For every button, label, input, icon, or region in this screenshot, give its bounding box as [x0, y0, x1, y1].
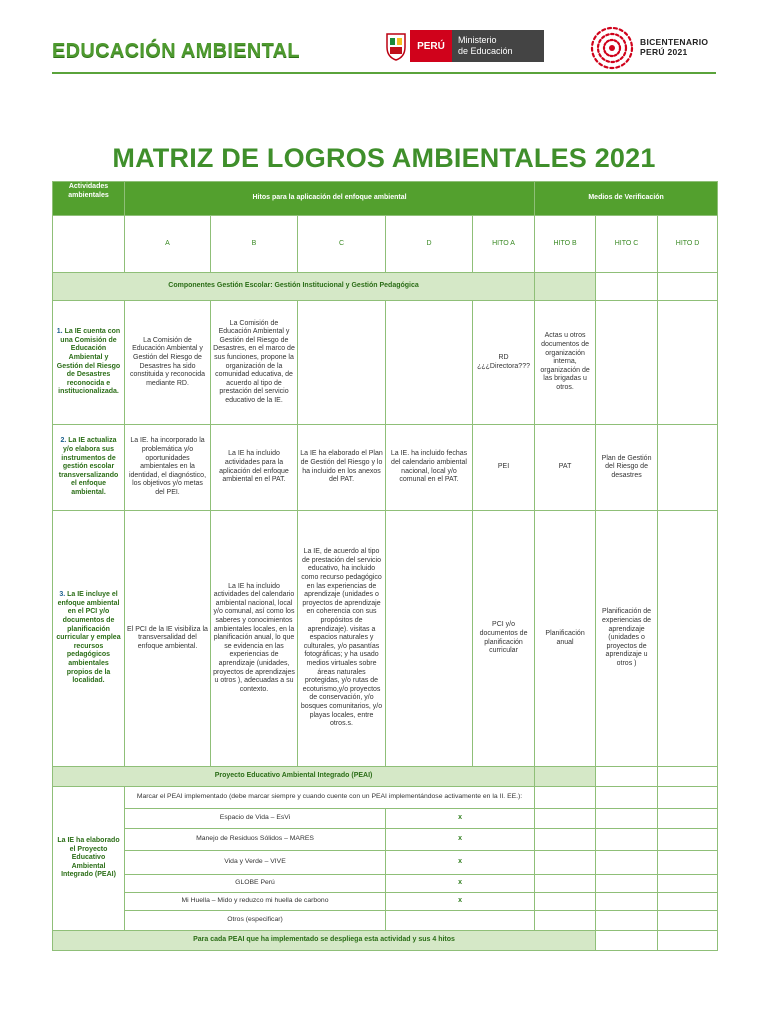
medio-a-cell: PEI	[473, 425, 535, 511]
hito-b-cell: La Comisión de Educación Ambiental y Gestión del Riesgo de Desastres, en el marco de sus funciones, propone la organización de la comunidad educativa, de acuerdo al tipo de prestación del servicio educativo de la IE.	[211, 301, 298, 425]
header-medios: Medios de Verificación	[535, 182, 718, 216]
table-row	[53, 301, 718, 425]
medio-b-cell: Actas u otros documentos de organización interna, organización de las brigadas u otros.	[535, 301, 596, 425]
bicentenario-emblem-icon	[588, 24, 636, 72]
peai-option-mark	[386, 911, 535, 931]
col-hito-a: HITO A	[473, 216, 535, 273]
medio-c-cell: Planificación de experiencias de aprendizaje (unidades o proyectos de aprendizaje u otros )	[596, 511, 658, 767]
peai-option-label: Espacio de Vida – EsVi	[125, 809, 386, 829]
peai-option-row	[53, 893, 718, 911]
hito-c-cell	[298, 301, 386, 425]
table-header-row	[53, 182, 718, 216]
col-a: A	[125, 216, 211, 273]
peai-option-label: Otros (especificar)	[125, 911, 386, 931]
table-subheader-row	[53, 216, 718, 273]
peai-option-mark: x	[386, 875, 535, 893]
page-title: MATRIZ DE LOGROS AMBIENTALES 2021	[112, 143, 656, 173]
educacion-ambiental-logo: EDUCACIÓN AMBIENTAL	[52, 40, 300, 62]
hito-b-cell: La IE ha incluido actividades para la aplicación del enfoque ambiental en el PAT.	[211, 425, 298, 511]
hito-c-cell: La IE, de acuerdo al tipo de prestación del servicio educativo, ha incluido como recurso pedagógico en las experiencias de aprendizaje (unidades o proyectos de aprendizaje en coherencia con sus propósitos de aprendizaje). visitas a espacios naturales y culturales, y/o pasantías fotográficas; y ha usado medios virtuales sobre áreas naturales protegidas, y/o rutas de ecoturismo,y/o proyectos de conservación, y/o bosques comunitarios, y/o playas locales, entre otros.s.	[298, 511, 386, 767]
page-header	[0, 0, 768, 78]
peai-option-row	[53, 809, 718, 829]
medio-c-cell	[596, 301, 658, 425]
activity-cell: 2. La IE actualiza y/o elabora sus instrumentos de gestión escolar transversalizando el enfoque ambiental.	[53, 425, 125, 511]
hito-b-cell: La IE ha incluido actividades del calendario ambiental nacional, local y/o comunal, así como los saberes y conocimientos ambientales locales, en la planificación anual, lo que se evidencia en las experiencias de aprendizaje (unidades, proyectos de aprendizajes u otros ), adecuadas a su contexto.	[211, 511, 298, 767]
peru-shield-icon	[382, 30, 410, 62]
header-activities: Actividades ambientales	[53, 182, 125, 216]
section-gestion-escolar: Componentes Gestión Escolar: Gestión Institucional y Gestión Pedagógica	[53, 273, 535, 301]
peai-instruction: Marcar el PEAI implementado (debe marcar siempre y cuando cuente con un PEAI implementándose activamente en la II. EE.):	[125, 787, 535, 809]
peai-option-row	[53, 875, 718, 893]
section-row	[53, 273, 718, 301]
hito-c-cell: La IE ha elaborado el Plan de Gestión del Riesgo y lo ha incluido en los anexos del PAT.	[298, 425, 386, 511]
peai-option-label: Vida y Verde – VIVE	[125, 851, 386, 875]
table-row	[53, 787, 718, 809]
medio-a-cell: PCI y/o documentos de planificación curricular	[473, 511, 535, 767]
activity-cell: 3. La IE incluye el enfoque ambiental en el PCI y/o documentos de planificación curricular y emplea recursos pedagógicos ambientales propios de la localidad.	[53, 511, 125, 767]
peai-option-label: Mi Huella – Mido y reduzco mi huella de carbono	[125, 893, 386, 911]
peai-option-mark: x	[386, 893, 535, 911]
col-d: D	[386, 216, 473, 273]
ministerio-logo	[382, 30, 544, 62]
peai-option-row	[53, 829, 718, 851]
hito-d-cell	[386, 511, 473, 767]
bicentenario-label: BICENTENARIO PERÚ 2021	[640, 37, 709, 57]
col-b: B	[211, 216, 298, 273]
medio-d-cell	[658, 425, 718, 511]
medio-d-cell	[658, 511, 718, 767]
peru-label: PERÚ	[410, 30, 452, 62]
table-row	[53, 511, 718, 767]
header-hitos: Hitos para la aplicación del enfoque ambiental	[125, 182, 535, 216]
hito-a-cell: El PCI de la IE visibiliza la transversalidad del enfoque ambiental.	[125, 511, 211, 767]
peai-option-mark: x	[386, 829, 535, 851]
section-peai: Proyecto Educativo Ambiental Integrado (PEAI)	[53, 767, 535, 787]
medio-c-cell: Plan de Gestión del Riesgo de desastres	[596, 425, 658, 511]
hito-d-cell: La IE. ha incluido fechas del calendario ambiental nacional, local y/o comunal en el PAT.	[386, 425, 473, 511]
hito-a-cell: La IE. ha incorporado la problemática y/o oportunidades ambientales en la identidad, el diagnóstico, los objetivos y/o metas del PEI.	[125, 425, 211, 511]
medio-a-cell: RD ¿¿¿Directora???	[473, 301, 535, 425]
logros-matrix-table	[52, 181, 718, 951]
footer-row	[53, 931, 718, 951]
peai-option-label: GLOBE Perú	[125, 875, 386, 893]
hito-d-cell	[386, 301, 473, 425]
peai-option-mark: x	[386, 851, 535, 875]
col-hito-d: HITO D	[658, 216, 718, 273]
peai-option-row	[53, 851, 718, 875]
peai-option-mark: x	[386, 809, 535, 829]
col-hito-c: HITO C	[596, 216, 658, 273]
peai-option-row	[53, 911, 718, 931]
peai-option-label: Manejo de Residuos Sólidos – MARES	[125, 829, 386, 851]
table-row	[53, 425, 718, 511]
section-row	[53, 767, 718, 787]
col-hito-b: HITO B	[535, 216, 596, 273]
peai-footer-note: Para cada PEAI que ha implementado se despliega esta actividad y sus 4 hitos	[53, 931, 596, 951]
medio-b-cell: Planificación anual	[535, 511, 596, 767]
hito-a-cell: La Comisión de Educación Ambiental y Gestión del Riesgo de Desastres ha sido constituida y reconocida mediante RD.	[125, 301, 211, 425]
activity-cell: 1. La IE cuenta con una Comisión de Educación Ambiental y Gestión del Riesgo de Desastres reconocida e institucionalizada.	[53, 301, 125, 425]
col-c: C	[298, 216, 386, 273]
medio-d-cell	[658, 301, 718, 425]
header-divider	[52, 72, 716, 74]
ministerio-label: Ministerio de Educación	[452, 30, 544, 62]
medio-b-cell: PAT	[535, 425, 596, 511]
peai-activity-cell: La IE ha elaborado el Proyecto Educativo Ambiental Integrado (PEAI)	[53, 787, 125, 931]
